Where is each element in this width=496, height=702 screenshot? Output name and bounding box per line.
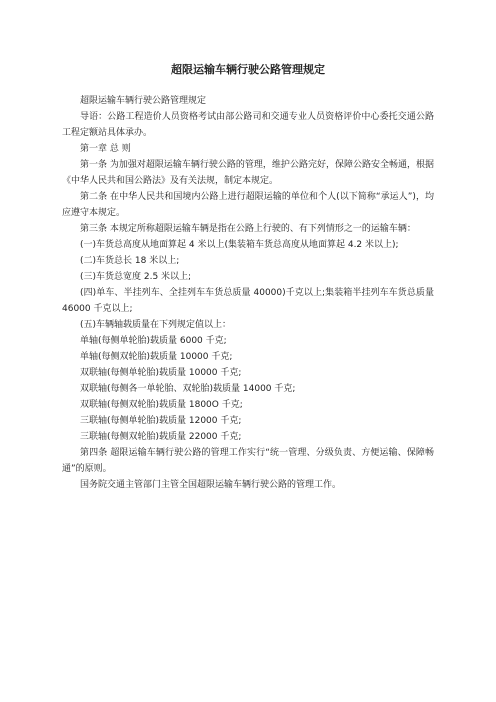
article-1: 第一条 为加强对超限运输车辆行驶公路的管理，维护公路完好，保障公路安全畅通，根据《中华人民共和国公路法》及有关法规，制定本规定。 (62, 160, 434, 186)
paragraph-intro: 导语：公路工程造价人员资格考试由部公路司和交通专业人员资格评价中心委托交通公路工程定额站具体承办。 (62, 112, 434, 138)
chapter-heading: 第一章 总 则 (80, 144, 131, 154)
axle-load-tridem-single: 三联轴(每侧单轮胎)载质量 12000 千克; (80, 416, 242, 426)
axle-load-tandem-single: 双联轴(每侧单轮胎)载质量 10000 千克; (80, 368, 242, 378)
axle-load-single-single: 单轴(每侧单轮胎)载质量 6000 千克; (80, 336, 227, 346)
article-3-item-3: (三)车货总宽度 2.5 米以上; (80, 272, 192, 282)
paragraph-subtitle: 超限运输车辆行驶公路管理规定 (80, 96, 207, 106)
document-body (62, 93, 434, 493)
article-4-continued: 国务院交通主管部门主管全国超限运输车辆行驶公路的管理工作。 (80, 480, 342, 490)
article-3-item-5: (五)车辆轴载质量在下列规定值以上： (80, 320, 232, 330)
article-3-item-1: (一)车货总高度从地面算起 4 米以上(集装箱车货总高度从地面算起 4.2 米以上); (80, 240, 399, 250)
axle-load-tandem-double: 双联轴(每侧双轮胎)载质量 1800O 千克; (80, 400, 243, 410)
article-2: 第二条 在中华人民共和国境内公路上进行超限运输的单位和个人(以下简称“承运人”)，均应遵守本规定。 (62, 192, 434, 218)
article-3-item-4: (四)单车、半挂列车、全挂列车车货总质量 40000)千克以上;集装箱半挂列车车货总质量 46000 千克以上; (62, 288, 434, 314)
axle-load-tandem-mixed: 双联轴(每侧各一单轮胎、双轮胎)载质量 14000 千克; (80, 384, 296, 394)
article-3-item-2: (二)车货总长 18 米以上; (80, 256, 180, 266)
axle-load-tridem-double: 三联轴(每侧双轮胎)载质量 22000 千克; (80, 432, 242, 442)
article-4: 第四条 超限运输车辆行驶公路的管理工作实行“统一管理、分级负责、方便运输、保障畅通”的原则。 (62, 448, 434, 474)
axle-load-single-double: 单轴(每侧双轮胎)载质量 10000 千克; (80, 352, 233, 362)
document-title: 超限运输车辆行驶公路管理规定 (171, 63, 325, 76)
article-3: 第三条 本规定所称超限运输车辆是指在公路上行驶的、有下列情形之一的运输车辆： (80, 224, 416, 234)
